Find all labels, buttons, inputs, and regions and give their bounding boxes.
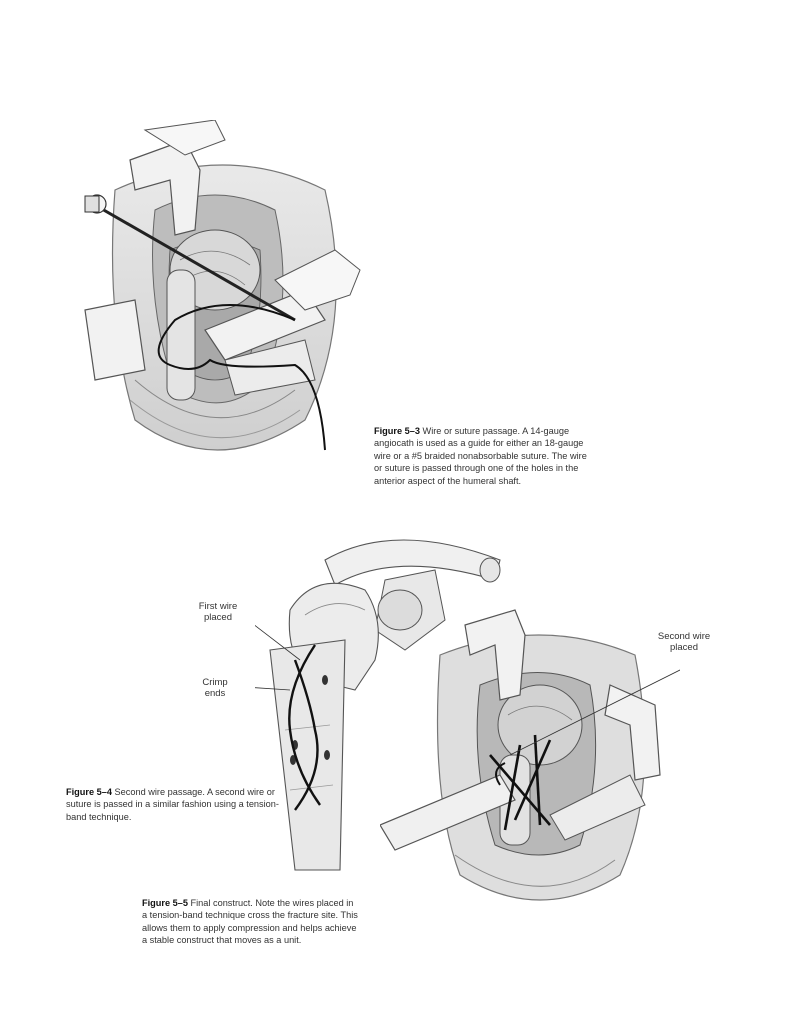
figure-caption-text: Wire or suture passage. A 14-gauge angiocath is used as a guide for either an 18-gauge wire or a #5 braided nonabsorbable suture. The wire or suture is passed through one of the holes in the anterior aspect of the humeral shaft.: [374, 426, 587, 486]
figure-caption-text: Final construct. Note the wires placed in a tension-band technique cross the fracture site. This allows them to apply compression and helps achieve a stable construct that moves as a unit.: [142, 898, 358, 946]
figure-5-5-caption: [142, 897, 360, 947]
figure-5-3-illustration: [75, 120, 375, 480]
figure-caption-text: Second wire passage. A second wire or suture is passed in a similar fashion using a tension-band technique.: [66, 787, 279, 822]
figure-5-4-caption: [66, 786, 281, 823]
figure-5-3-caption: [374, 425, 589, 487]
label-first-wire: First wire placed: [198, 601, 238, 623]
figure-number: Figure 5–4: [66, 787, 112, 797]
label-second-wire: Second wire placed: [657, 631, 711, 653]
label-crimp-ends: Crimp ends: [202, 677, 228, 699]
figure-number: Figure 5–3: [374, 426, 420, 436]
figure-5-5-illustration: [380, 595, 680, 920]
figure-number: Figure 5–5: [142, 898, 188, 908]
